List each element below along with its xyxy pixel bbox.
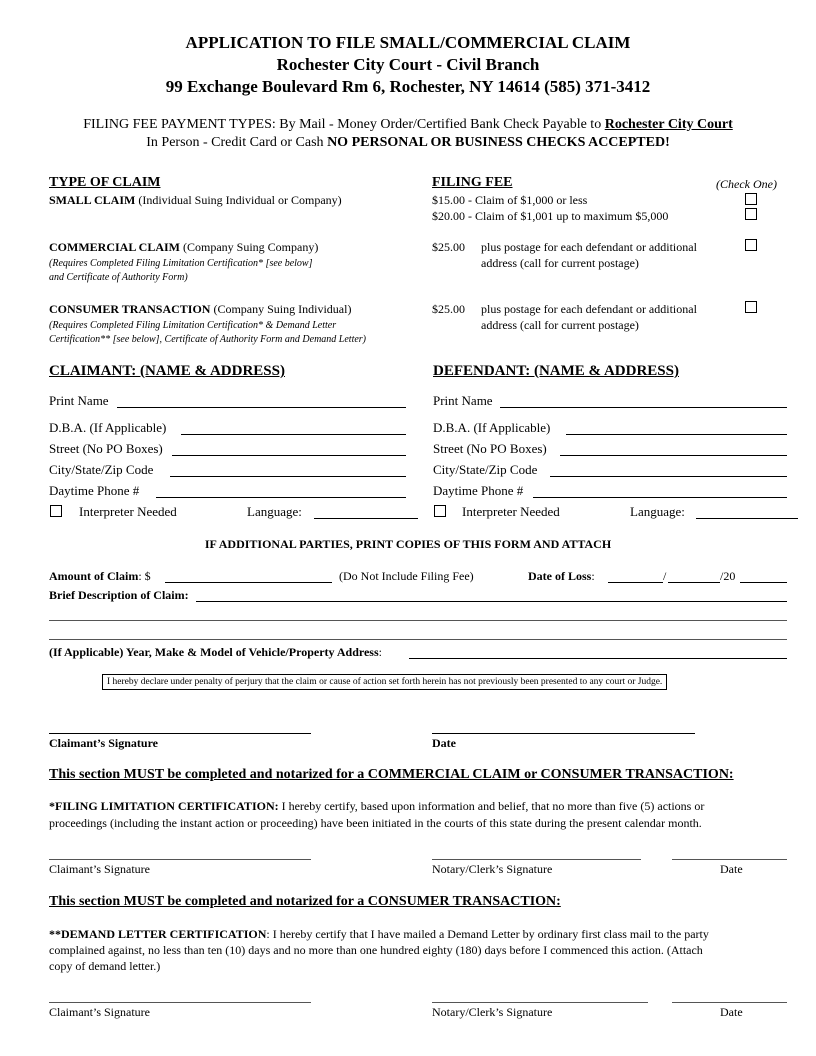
consumer-transaction-title: CONSUMER TRANSACTION — [49, 302, 211, 316]
defendant-language-label: Language: — [630, 504, 685, 519]
date-signature-line[interactable] — [432, 733, 695, 734]
commercial-claim-fee-1: plus postage for each defendant or additional — [481, 240, 697, 254]
type-of-claim-heading: TYPE OF CLAIM — [49, 175, 161, 190]
claimant-signature-label: Claimant’s Signature — [49, 736, 159, 750]
no-filing-fee-note: (Do Not Include Filing Fee) — [339, 569, 474, 583]
commercial-claim-note-2: and Certificate of Authority Form) — [49, 272, 188, 283]
amount-dollar-sign: : $ — [138, 569, 151, 583]
court-name: Rochester City Court - Civil Branch — [276, 55, 540, 74]
claimant-city-label: City/State/Zip Code — [49, 462, 154, 477]
date-of-loss-day-field[interactable] — [668, 582, 720, 583]
commercial-section-heading: This section MUST be completed and notarized for a COMMERCIAL CLAIM or CONSUMER TRANSACTION: — [49, 767, 734, 782]
claimant-language-label: Language: — [247, 504, 302, 519]
defendant-city-field[interactable] — [550, 476, 787, 477]
claimant-heading: CLAIMANT: (NAME & ADDRESS) — [49, 363, 285, 379]
commercial-notary-signature-label: Notary/Clerk’s Signature — [432, 862, 553, 876]
in-person-text: In Person - Credit Card or Cash — [146, 135, 328, 150]
commercial-date-label: Date — [720, 862, 743, 876]
payee-name: Rochester City Court — [604, 117, 733, 132]
date-slash-1: / — [663, 569, 667, 583]
commercial-claimant-signature-label: Claimant’s Signature — [49, 862, 150, 876]
additional-parties-note: IF ADDITIONAL PARTIES, PRINT COPIES OF THIS FORM AND ATTACH — [204, 537, 612, 551]
filing-limitation-body: I hereby certify, based upon information and belief, that no more than five (5) actions or — [278, 799, 705, 813]
small-claim-label — [49, 193, 342, 208]
commercial-claim-desc: (Company Suing Company) — [180, 240, 319, 254]
consumer-transaction-desc: (Company Suing Individual) — [210, 302, 352, 316]
claimant-interpreter-label: Interpreter Needed — [79, 504, 177, 519]
claimant-signature-line[interactable] — [49, 733, 311, 734]
date-of-loss-year-field[interactable] — [740, 582, 787, 583]
claimant-city-field[interactable] — [170, 476, 406, 477]
defendant-interpreter-label: Interpreter Needed — [462, 504, 560, 519]
amount-of-claim-field[interactable] — [165, 582, 332, 583]
filing-limitation-text-2: proceedings (including the instant action or proceeding) have been initiated in the courts of this state during the present calendar month. — [49, 816, 702, 830]
brief-description-line-2[interactable] — [49, 620, 787, 621]
demand-letter-text-3: copy of demand letter.) — [49, 959, 161, 973]
form-title: APPLICATION TO FILE SMALL/COMMERCIAL CLAIM — [185, 33, 631, 52]
commercial-notary-signature-line[interactable] — [432, 859, 641, 860]
consumer-claimant-signature-label: Claimant’s Signature — [49, 1005, 150, 1019]
amount-of-claim-title: Amount of Claim — [49, 569, 139, 583]
claimant-print-name-field[interactable] — [117, 407, 406, 408]
vehicle-property-colon: : — [378, 645, 382, 659]
consumer-claimant-signature-line[interactable] — [49, 1002, 311, 1003]
payment-types-line1 — [0, 117, 816, 133]
commercial-claim-note-1: (Requires Completed Filing Limitation Certification* [see below] — [49, 258, 313, 269]
defendant-heading: DEFENDANT: (NAME & ADDRESS) — [433, 363, 679, 379]
small-claim-desc: (Individual Suing Individual or Company) — [135, 193, 342, 207]
filing-limitation-text-1 — [49, 799, 704, 814]
consumer-transaction-fee-1: plus postage for each defendant or additional — [481, 302, 697, 316]
payment-types-text: FILING FEE PAYMENT TYPES: By Mail - Money Order/Certified Bank Check Payable to — [83, 117, 605, 132]
commercial-date-line[interactable] — [672, 859, 787, 860]
claimant-interpreter-checkbox[interactable] — [50, 505, 62, 517]
small-claim-fee-2: $20.00 - Claim of $1,001 up to maximum $5,000 — [432, 209, 669, 223]
defendant-phone-label: Daytime Phone # — [433, 483, 524, 498]
date-of-loss-label — [528, 569, 595, 584]
brief-description-line-3[interactable] — [49, 639, 787, 640]
commercial-claim-amount: $25.00 — [432, 240, 465, 254]
commercial-claim-title: COMMERCIAL CLAIM — [49, 240, 180, 254]
vehicle-property-field[interactable] — [409, 658, 787, 659]
defendant-print-name-field[interactable] — [500, 407, 787, 408]
consumer-date-label: Date — [720, 1005, 743, 1019]
filing-fee-heading: FILING FEE — [432, 175, 513, 190]
defendant-phone-field[interactable] — [533, 497, 787, 498]
claimant-print-name-label: Print Name — [49, 393, 109, 408]
vehicle-property-label — [49, 645, 382, 660]
amount-of-claim-label — [49, 569, 151, 584]
brief-description-field[interactable] — [196, 601, 787, 602]
consumer-transaction-note-1: (Requires Completed Filing Limitation Certification* & Demand Letter — [49, 320, 337, 331]
consumer-transaction-checkbox[interactable] — [745, 301, 757, 313]
commercial-claim-fee-2: address (call for current postage) — [481, 256, 639, 270]
check-one-note: (Check One) — [716, 177, 777, 191]
defendant-print-name-label: Print Name — [433, 393, 493, 408]
demand-letter-title: **DEMAND LETTER CERTIFICATION — [49, 927, 267, 941]
claimant-dba-label: D.B.A. (If Applicable) — [49, 420, 167, 435]
claimant-phone-label: Daytime Phone # — [49, 483, 140, 498]
defendant-street-field[interactable] — [560, 455, 787, 456]
demand-letter-text-2: complained against, no less than ten (10) days and no more than one hundred eighty (180) days before I commenced this action. (Attach — [49, 943, 703, 957]
filing-limitation-title: *FILING LIMITATION CERTIFICATION: — [49, 799, 279, 813]
perjury-declaration: I hereby declare under penalty of perjury that the claim or cause of action set forth herein has not previously been presented to any court or Judge. — [102, 674, 667, 690]
date-slash-2: /20 — [720, 569, 736, 583]
claimant-phone-field[interactable] — [156, 497, 406, 498]
small-claim-checkbox-1[interactable] — [745, 193, 757, 205]
consumer-section-heading: This section MUST be completed and notarized for a CONSUMER TRANSACTION: — [49, 894, 561, 909]
consumer-date-line[interactable] — [672, 1002, 787, 1003]
defendant-dba-field[interactable] — [566, 434, 787, 435]
demand-letter-text-1 — [49, 927, 709, 942]
date-signature-label: Date — [432, 736, 456, 750]
claimant-street-field[interactable] — [172, 455, 406, 456]
commercial-claim-label — [49, 240, 318, 255]
consumer-transaction-fee-2: address (call for current postage) — [481, 318, 639, 332]
consumer-transaction-note-2: Certification** [see below], Certificate of Authority Form and Demand Letter) — [49, 334, 367, 345]
commercial-claimant-signature-line[interactable] — [49, 859, 311, 860]
defendant-interpreter-checkbox[interactable] — [434, 505, 446, 517]
consumer-notary-signature-line[interactable] — [432, 1002, 648, 1003]
date-of-loss-month-field[interactable] — [608, 582, 663, 583]
claimant-dba-field[interactable] — [181, 434, 406, 435]
consumer-notary-signature-label: Notary/Clerk’s Signature — [432, 1005, 553, 1019]
claimant-street-label: Street (No PO Boxes) — [49, 441, 163, 456]
demand-letter-body: : I hereby certify that I have mailed a Demand Letter by ordinary first class mail to the party — [266, 927, 709, 941]
defendant-language-field[interactable] — [696, 518, 798, 519]
date-of-loss-colon: : — [591, 569, 595, 583]
defendant-street-label: Street (No PO Boxes) — [433, 441, 547, 456]
small-claim-checkbox-2[interactable] — [745, 208, 757, 220]
vehicle-property-title: (If Applicable) Year, Make & Model of Vehicle/Property Address — [49, 645, 379, 659]
defendant-dba-label: D.B.A. (If Applicable) — [433, 420, 551, 435]
small-claim-title: SMALL CLAIM — [49, 193, 136, 207]
commercial-claim-checkbox[interactable] — [745, 239, 757, 251]
payment-types-line2 — [0, 135, 816, 151]
no-checks-warning: NO PERSONAL OR BUSINESS CHECKS ACCEPTED! — [327, 135, 670, 150]
consumer-transaction-label — [49, 302, 351, 317]
date-of-loss-title: Date of Loss — [528, 569, 592, 583]
brief-description-label: Brief Description of Claim: — [49, 588, 189, 602]
court-address: 99 Exchange Boulevard Rm 6, Rochester, NY 14614 (585) 371-3412 — [165, 77, 651, 96]
defendant-city-label: City/State/Zip Code — [433, 462, 538, 477]
claimant-language-field[interactable] — [314, 518, 418, 519]
consumer-transaction-amount: $25.00 — [432, 302, 465, 316]
small-claim-fee-1: $15.00 - Claim of $1,000 or less — [432, 193, 588, 207]
